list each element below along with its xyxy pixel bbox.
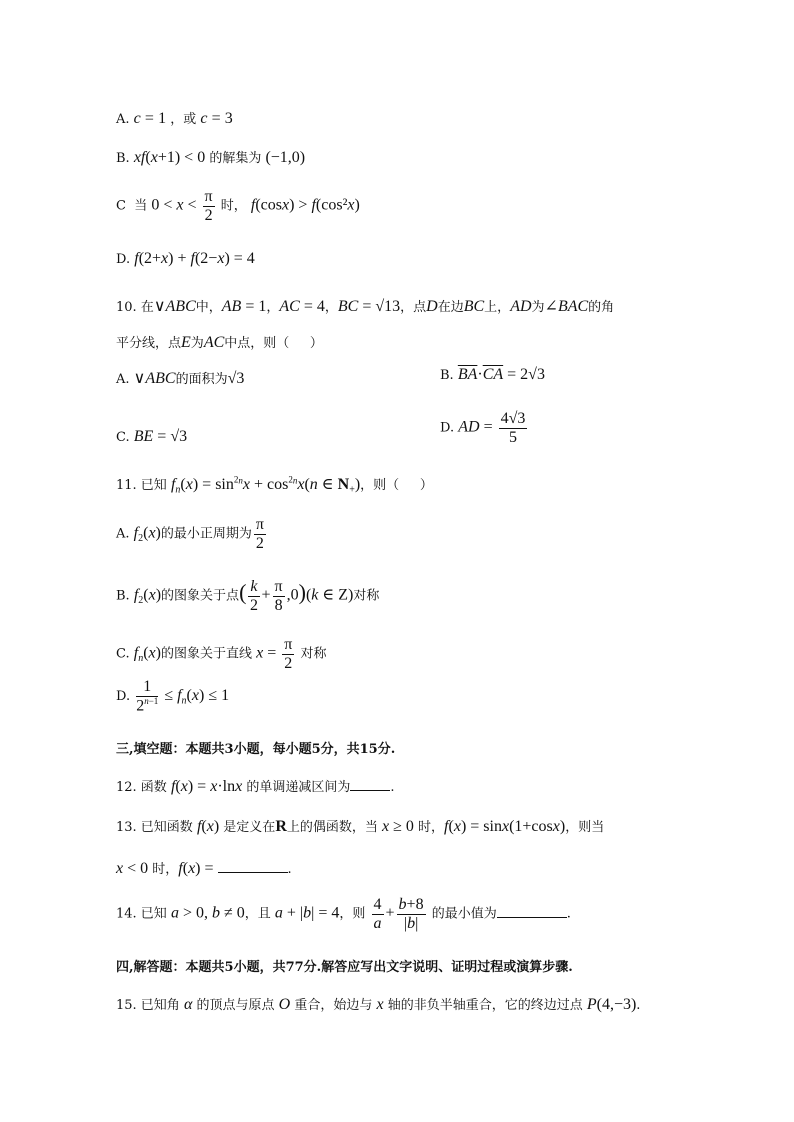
question-11-option-a: A. $f_2(x)$的最小正周期为 $\frac{\pi}{2}$ — [116, 516, 264, 552]
option-b-line: B. xf(x+1) < 0 的解集为 (−1,0) — [116, 149, 306, 166]
question-11-option-d: D. $\frac{1}{2^{n-1}}$ ≤ $f_n(x) \le 1$ — [116, 678, 230, 714]
option-c-line: C 当 0 < x < $\frac{\pi}{2}$ 时， f(cosx) > f(cos²x) — [116, 188, 360, 224]
question-12: 12. 函数 f(x) = x·lnx 的单调递减区间为 . — [116, 778, 395, 795]
option-d-line: D. f(2+x) + f(2−x) = 4 — [116, 250, 255, 267]
question-13-line1: 13. 已知函数 f(x) 是定义在R上的偶函数，当 x ≥ 0 时，f(x) = sinx(1+cosx)，则当 — [116, 818, 605, 835]
question-10-option-c: C. BE = √3 — [116, 428, 188, 445]
question-10-line1: 10. 在∨ABC中，AB = 1，AC = 4，BC = √13，点D在边BC上，AD为∠BAC的角 — [116, 298, 615, 315]
question-10-option-d: D. AD = $\frac{4√3}{5}$ — [440, 410, 526, 446]
question-10-line2: 平分线，点E为AC中点，则（ ） — [116, 334, 323, 351]
question-10-option-a: A. ∨ABC的面积为√3 — [116, 370, 245, 387]
question-11-option-c: C. $f_n(x)$的图象关于直线 x = $\frac{\pi}{2}$ 对称 — [116, 636, 327, 672]
question-11-option-b: B. $f_2(x)$的图象关于点( $\frac{k}{2}$ + $\frac{\pi}{8}$ ,0)(k ∈ Z)对称 — [116, 578, 380, 614]
question-15: 15. 已知角 α 的顶点与原点 O 重合，始边与 x 轴的非负半轴重合，它的终边过点 P(4,−3). — [116, 996, 641, 1013]
question-11-stem: 11. 已知 $f_n(x) = \sin^{2n}x + \cos^{2n}x(n$ ∈ $N_+$)，则（ ） — [116, 474, 433, 496]
section-3-heading: 三,填空题：本题共3小题，每小题5分，共15分. — [116, 742, 396, 757]
option-a-line: A. c = 1 ，或 c = 3 — [116, 110, 233, 127]
question-10-option-b: B. $\overline{BA}\cdot\overline{CA} = 2√3$ — [440, 366, 545, 383]
question-13-line2: x < 0 时，f(x) = . — [116, 860, 292, 877]
section-4-heading: 四,解答题：本题共5小题，共77分.解答应写出文字说明、证明过程或演算步骤. — [116, 960, 573, 975]
question-14: 14. 已知 a > 0, b ≠ 0，且 a + |b| = 4，则 $\frac{4}{a}$ + $\frac{b+8}{|b|}$ 的最小值为 . — [116, 896, 571, 932]
